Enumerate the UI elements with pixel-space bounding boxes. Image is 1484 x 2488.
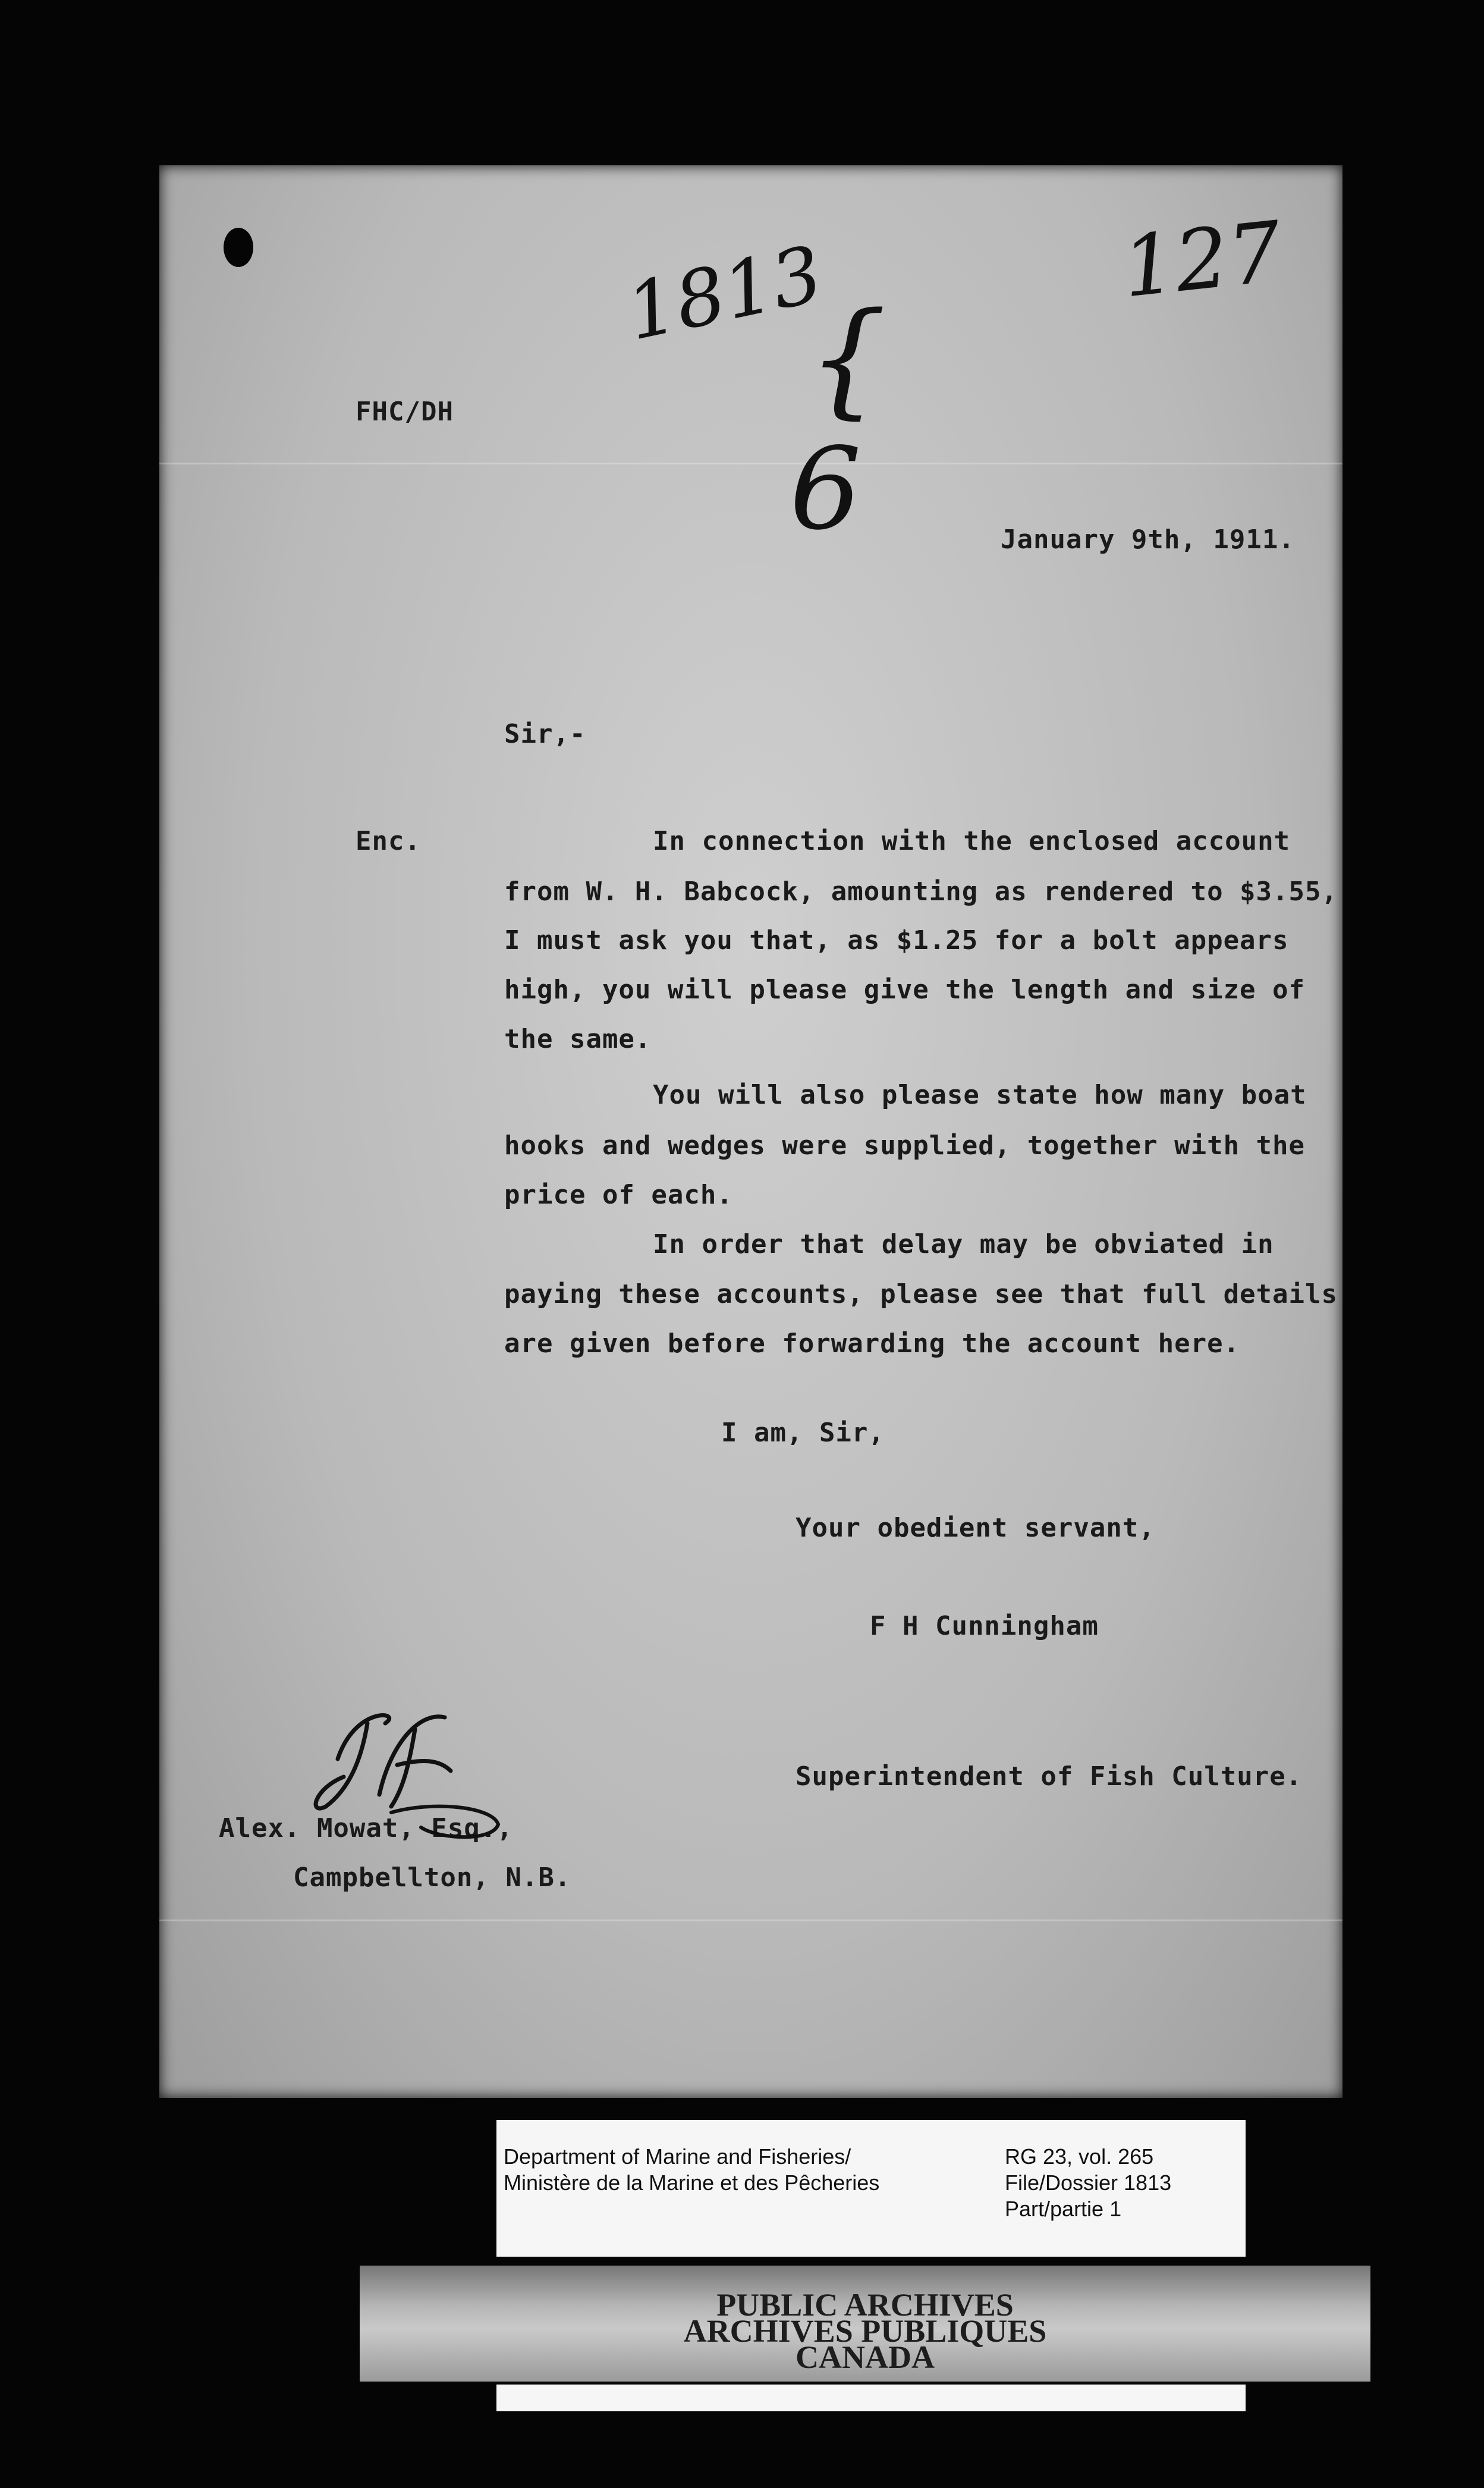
body-line: I must ask you that, as $1.25 for a bolt appears	[504, 925, 1289, 956]
label-department-fr: Ministère de la Marine et des Pêcheries	[504, 2170, 880, 2195]
label-bottom-strip	[496, 2385, 1246, 2411]
handwritten-file-number: 1813	[618, 228, 831, 358]
handwritten-mark: 6	[790, 423, 862, 555]
body-line: from W. H. Babcock, amounting as rendered to $3.55,	[504, 877, 1338, 907]
fold-line	[159, 1920, 1342, 1921]
salutation: Sir,-	[504, 719, 586, 749]
handwritten-page-number: 127	[1118, 203, 1286, 317]
body-line: high, you will please give the length and size of	[504, 975, 1306, 1005]
handwritten-initials-signature	[302, 1688, 504, 1848]
label-department-block	[504, 2144, 879, 2196]
letter-page	[159, 165, 1342, 2098]
label-reference-block	[1005, 2144, 1171, 2222]
stamp-line-archives-publiques: ARCHIVES PUBLIQUES	[683, 2313, 1047, 2349]
handwritten-bracket-mark: {	[807, 285, 887, 431]
label-record-group: RG 23, vol. 265	[1005, 2144, 1154, 2169]
stamp-line-public-archives: PUBLIC ARCHIVES	[716, 2287, 1014, 2323]
label-file: File/Dossier 1813	[1005, 2170, 1172, 2195]
signer-title: Superintendent of Fish Culture.	[796, 1761, 1303, 1792]
reference-initials: FHC/DH	[356, 397, 454, 427]
signer-name: F H Cunningham	[870, 1611, 1099, 1641]
body-line: In connection with the enclosed account	[653, 826, 1291, 856]
body-line: price of each.	[504, 1180, 733, 1210]
fold-line	[159, 463, 1342, 464]
label-part: Part/partie 1	[1005, 2197, 1122, 2221]
stamp-line-canada: CANADA	[796, 2339, 935, 2375]
body-line: the same.	[504, 1024, 652, 1054]
closing-phrase: I am, Sir,	[721, 1418, 885, 1448]
archive-reference-label	[496, 2120, 1246, 2257]
margin-note-enclosure: Enc.	[356, 826, 421, 856]
letter-date: January 9th, 1911.	[1001, 524, 1295, 555]
body-line: are given before forwarding the account here.	[504, 1328, 1240, 1359]
archive-stamp	[360, 2266, 1370, 2382]
body-line: hooks and wedges were supplied, together with the	[504, 1130, 1306, 1161]
punch-hole	[224, 228, 253, 267]
addressee-place: Campbellton, N.B.	[293, 1862, 571, 1893]
body-line: paying these accounts, please see that full details	[504, 1279, 1338, 1309]
body-line: You will also please state how many boat	[653, 1080, 1307, 1110]
addressee-name: Alex. Mowat, Esq.,	[219, 1813, 513, 1843]
closing-servant: Your obedient servant,	[796, 1513, 1155, 1543]
body-line: In order that delay may be obviated in	[653, 1229, 1274, 1259]
label-department-en: Department of Marine and Fisheries/	[504, 2144, 851, 2169]
